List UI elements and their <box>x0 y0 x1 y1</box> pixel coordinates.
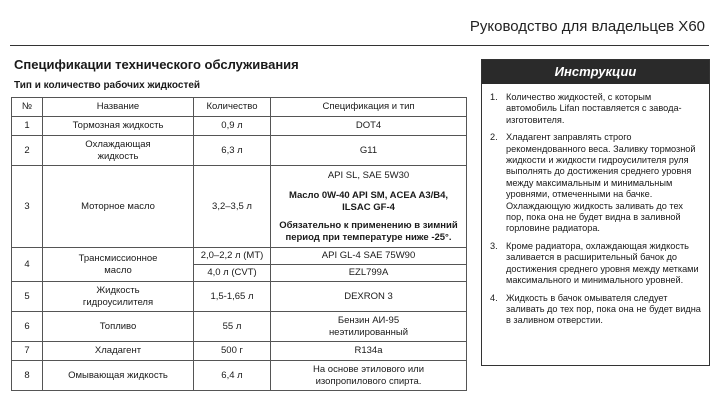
table-row <box>12 312 467 342</box>
row-quantity: 6,3 л <box>194 136 271 166</box>
item-text: Количество жидкостей, с которым автомобиль Lifan поставляется с завода-изготовителя. <box>506 92 682 125</box>
fluids-table <box>11 97 467 391</box>
row-number: 7 <box>12 342 43 361</box>
table-row <box>12 342 467 361</box>
table-row <box>12 136 467 166</box>
row-spec: G11 <box>271 136 467 166</box>
col-name: Название <box>43 98 194 117</box>
item-number: 1. <box>490 92 498 102</box>
table-row <box>12 166 467 248</box>
row-spec-text: Бензин АИ-95 неэтилированный <box>328 314 409 338</box>
table-row <box>12 361 467 391</box>
row-name <box>43 282 194 312</box>
list-item <box>490 241 701 287</box>
col-spec: Спецификация и тип <box>271 98 467 117</box>
row-number: 8 <box>12 361 43 391</box>
row-quantity: 6,4 л <box>194 361 271 391</box>
row-number: 1 <box>12 117 43 136</box>
row-number: 6 <box>12 312 43 342</box>
row-name-text: Жидкость гидроусилителя <box>82 284 154 308</box>
spec-line: API SL, SAE 5W30 <box>327 169 410 181</box>
table-header-row <box>12 98 467 117</box>
row-spec: R134a <box>271 342 467 361</box>
row-number: 4 <box>12 248 43 282</box>
row-quantity: 2,0–2,2 л (MT) <box>194 248 271 265</box>
row-spec: API GL-4 SAE 75W90 <box>271 248 467 265</box>
row-name: Омывающая жидкость <box>43 361 194 391</box>
table-row <box>12 248 467 265</box>
row-number: 5 <box>12 282 43 312</box>
row-spec: EZL799A <box>271 265 467 282</box>
row-number: 3 <box>12 166 43 248</box>
instructions-list <box>482 84 709 327</box>
row-spec: DEXRON 3 <box>271 282 467 312</box>
spec-line-bold: Обязательно к применению в зимний период при температуре ниже -25°. <box>279 219 458 243</box>
row-number: 2 <box>12 136 43 166</box>
row-quantity: 55 л <box>194 312 271 342</box>
row-name: Моторное масло <box>43 166 194 248</box>
row-name <box>43 136 194 166</box>
item-text: Кроме радиатора, охлаждающая жидкость заливается в расширительный бачок до достижения среднего уровня между метками максимального и минимального уровней. <box>506 240 699 286</box>
section-title: Спецификации технического обслуживания <box>14 57 299 72</box>
row-quantity: 500 г <box>194 342 271 361</box>
row-name: Топливо <box>43 312 194 342</box>
instructions-title: Инструкции <box>482 60 709 84</box>
table-row <box>12 282 467 312</box>
row-quantity: 1,5-1,65 л <box>194 282 271 312</box>
list-item <box>490 92 701 126</box>
spec-line-bold: Масло 0W-40 API SM, ACEA A3/B4, ILSAC GF-4 <box>288 189 449 213</box>
row-name <box>43 248 194 282</box>
row-spec <box>271 361 467 391</box>
row-spec-text: На основе этилового или изопропилового спирта. <box>313 363 424 387</box>
col-number: № <box>12 98 43 117</box>
item-number: 2. <box>490 132 498 143</box>
row-quantity: 3,2–3,5 л <box>194 166 271 248</box>
table-row <box>12 117 467 136</box>
list-item <box>490 132 701 235</box>
row-quantity: 0,9 л <box>194 117 271 136</box>
item-number: 3. <box>490 240 498 251</box>
col-quantity: Количество <box>194 98 271 117</box>
row-spec <box>271 166 467 248</box>
item-text: Жидкость в бачок омывателя следует заливать до тех пор, пока она не будет видна в заливном отверстии. <box>506 292 701 326</box>
row-quantity: 4,0 л (CVT) <box>194 265 271 282</box>
row-name: Хладагент <box>43 342 194 361</box>
row-spec <box>271 312 467 342</box>
list-item <box>490 293 701 327</box>
header-divider <box>10 45 709 46</box>
section-subtitle: Тип и количество рабочих жидкостей <box>14 80 201 91</box>
item-number: 4. <box>490 292 498 303</box>
manual-title: Руководство для владельцев X60 <box>469 18 705 35</box>
item-text: Хладагент заправлять строго рекомендованного веса. Заливку тормозной жидкости и жидкости гидроусилителя руля выполнять до достижения среднего уровня между максимальным и минимальным уровнями, отмеченными на бачке. Охлаждающую жидкость заливать до тех пор, пока она не будет видна в заливной горловине радиатора. <box>506 132 696 234</box>
instructions-box <box>481 59 710 366</box>
row-spec: DOT4 <box>271 117 467 136</box>
row-name-text: Трансмиссионное масло <box>78 252 158 276</box>
row-name: Тормозная жидкость <box>43 117 194 136</box>
row-name-text: Охлаждающая жидкость <box>85 138 151 162</box>
